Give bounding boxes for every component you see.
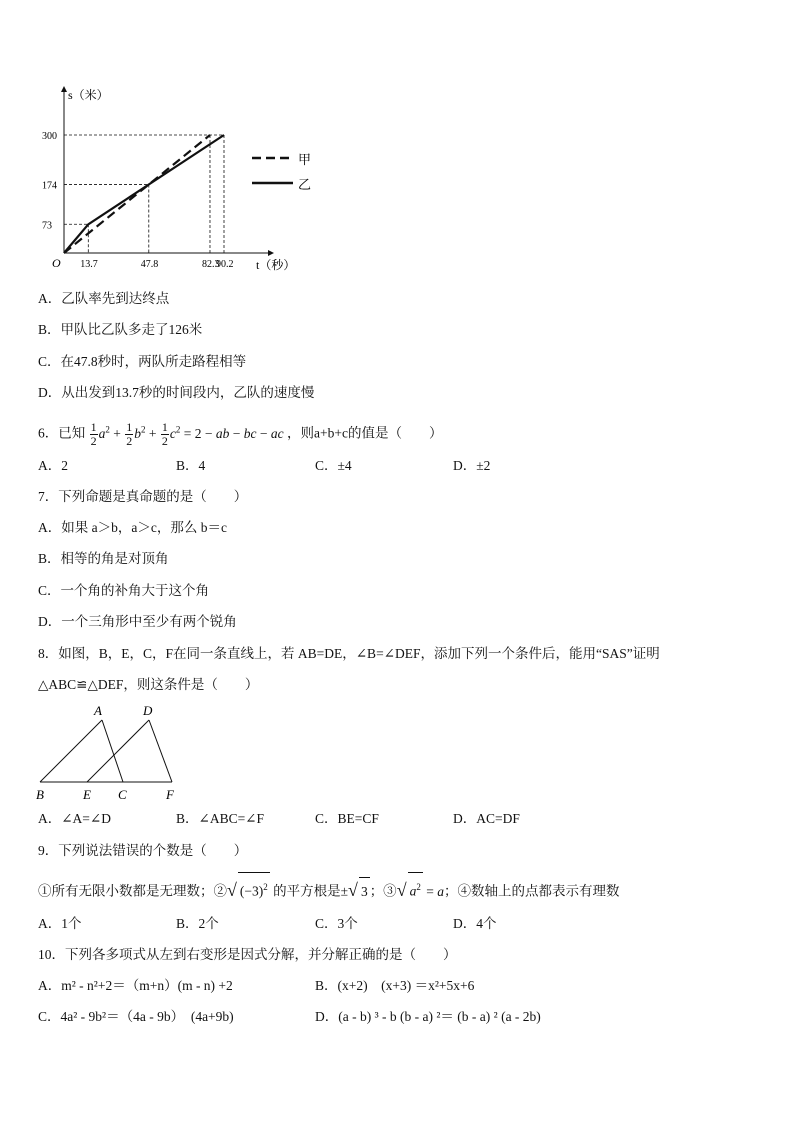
q5-option-b: B．甲队比乙队多走了126米 [38, 322, 203, 337]
legend-yi-label: 乙 [298, 177, 312, 192]
q5-option-a: A．乙队率先到达终点 [38, 291, 170, 306]
q9-option-c: C．3个 [315, 916, 358, 931]
q9-option-a: A．1个 [38, 916, 82, 931]
q8-option-b: B．∠ABC=∠F [176, 811, 265, 826]
q9-statement-2: 的平方根是± [273, 883, 349, 899]
x-tick-label: 82.3 [201, 259, 220, 270]
q7-option-b: B．相等的角是对顶角 [38, 551, 169, 566]
q8-stem-line1: 8．如图，B，E，C，F在同一条直线上，若 AB=DE，∠B=∠DEF，添加下列一个条件后，能用“SAS”证明 [38, 646, 660, 661]
q7-option-d: D．一个三角形中至少有两个锐角 [38, 614, 237, 629]
y-tick-label: 73 [42, 220, 52, 232]
q7-stem: 7．下列命题是真命题的是（ ） [38, 489, 248, 504]
series-line-jia [64, 135, 210, 253]
q10-option-c: C．4a² - 9b²＝（4a - 9b） (4a+9b) [38, 1009, 234, 1024]
point-e-label: E [83, 787, 91, 802]
q6-stem [38, 412, 442, 451]
q6-equation: $\frac{1}{2}$ $a^2$ + $\frac{1}{2}$ $b^2$ + $\frac{1}{2}$ $c^2 = 2$ − ab − bc − ac [90, 419, 284, 448]
point-a-label: A [94, 703, 102, 718]
q10-option-b: B．(x+2) (x+3) ＝x²+5x+6 [315, 978, 475, 993]
x-tick-label: 13.7 [80, 259, 98, 270]
q8-option-a: A．∠A=∠D [38, 811, 111, 826]
sqrt-neg3-squared: √ $(-3)^2$ [227, 884, 270, 899]
segment-d-f [149, 720, 172, 782]
segment-a-b [40, 720, 102, 782]
point-d-label: D [143, 703, 153, 718]
x-tick-label: 47.8 [140, 259, 159, 270]
segment-a-c [102, 720, 123, 782]
x-tick-label: 90.2 [216, 259, 234, 270]
point-b-label: B [36, 787, 44, 802]
y-axis-arrow [61, 86, 67, 92]
distance-time-graph [36, 82, 326, 277]
q9-statement-4: ；④数轴上的点都表示有理数 [443, 883, 620, 899]
q6-suffix: ，则a+b+c的值是（ ） [286, 425, 443, 441]
q10-option-a: A．m² - n²+2＝（m+n）(m - n) +2 [38, 978, 233, 993]
q9-stem: 9．下列说法错误的个数是（ ） [38, 843, 248, 858]
q9-statements [38, 872, 619, 906]
q5-option-c: C．在47.8秒时，两队所走路程相等 [38, 354, 247, 369]
origin-label: O [52, 256, 61, 270]
q9-statement-3: ；③ [369, 883, 397, 899]
q6-prefix: 6．已知 [38, 425, 86, 441]
segment-d-e [87, 720, 149, 782]
legend-jia-label: 甲 [298, 152, 312, 167]
q7-option-c: C．一个角的补角大于这个角 [38, 583, 210, 598]
x-axis-label: t（秒） [256, 258, 296, 272]
point-c-label: C [118, 787, 127, 802]
y-tick-label: 300 [42, 131, 57, 142]
q6-option-b: B．4 [176, 458, 206, 473]
sqrt-3: √ 3 [348, 884, 370, 899]
triangle-figure [30, 700, 190, 804]
q7-option-a: A．如果 a＞b，a＞c，那么 b＝c [38, 520, 227, 535]
q6-option-d: D．±2 [453, 458, 491, 473]
q5-option-d: D．从出发到13.7秒的时间段内，乙队的速度慢 [38, 385, 315, 400]
q10-stem: 10．下列各多项式从左到右变形是因式分解，并分解正确的是（ ） [38, 947, 457, 962]
y-tick-label: 174 [42, 180, 57, 192]
q8-option-c: C．BE=CF [315, 811, 379, 826]
point-f-label: F [166, 787, 174, 802]
q6-option-a: A．2 [38, 458, 68, 473]
q8-option-d: D．AC=DF [453, 811, 520, 826]
x-axis-arrow [268, 250, 274, 256]
q8-stem-line2: △ABC≌△DEF，则这条件是（ ） [38, 677, 259, 692]
q10-option-d: D．(a - b) ³ - b (b - a) ²＝ (b - a) ² (a - 2b) [315, 1009, 541, 1024]
sqrt-a-squared: √ $a^2 = a$ [397, 884, 444, 899]
y-axis-label: s（米） [68, 88, 109, 102]
q6-option-c: C．±4 [315, 458, 352, 473]
q9-statement-1: ①所有无限小数都是无理数；② [38, 883, 227, 899]
q9-option-b: B．2个 [176, 916, 219, 931]
q9-option-d: D．4个 [453, 916, 497, 931]
